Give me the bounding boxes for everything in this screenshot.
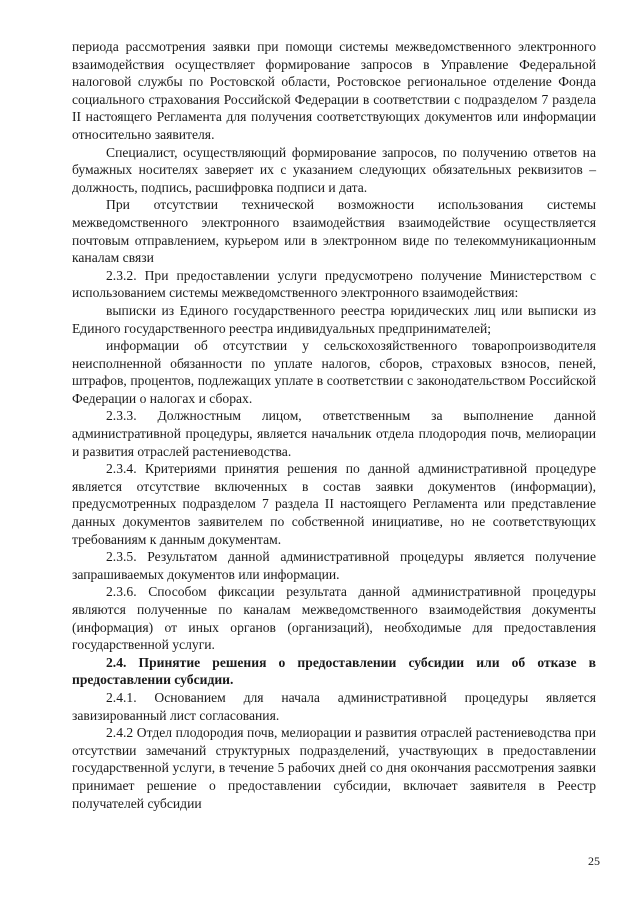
paragraph-2-3-5: 2.3.5. Результатом данной административной процедуры является получение запрашиваемых документов или информации. xyxy=(72,549,596,582)
paragraph-2-3-4: 2.3.4. Критериями принятия решения по данной административной процедуре является отсутствие включенных в состав заявки документов (информации), предусмотренных подразделом 7 раздела II настоящего Регламента или представление данных документов заявителем по собственной инициативе, но не соответствующих требованиям к данным документам. xyxy=(72,461,596,547)
paragraph-2-3-2: 2.3.2. При предоставлении услуги предусмотрено получение Министерством с использованием системы межведомственного электронного взаимодействия: xyxy=(72,267,596,301)
paragraph-2-3-3: 2.3.3. Должностным лицом, ответственным за выполнение данной административной процедуры, является начальник отдела плодородия почв, мелиорации и развития отраслей растениеводства. xyxy=(72,408,596,459)
section-heading-2-4: 2.4. Принятие решения о предоставлении субсидии или об отказе в предоставлении субсидии. xyxy=(72,654,596,688)
paragraph-2-4-1: 2.4.1. Основанием для начала административной процедуры является завизированный лист согласования. xyxy=(72,689,596,723)
paragraph-information: информации об отсутствии у сельскохозяйственного товаропроизводителя неисполненной обязанности по уплате налогов, сборов, страховых взносов, пеней, штрафов, процентов, подлежащих уплате в соответствии с законодательством Российской Федерации о налогах и сборах. xyxy=(72,338,596,406)
paragraph-extract: выписки из Единого государственного реестра юридических лиц или выписки из Единого государственного реестра индивидуальных предпринимателей; xyxy=(72,302,596,336)
document-page xyxy=(72,38,596,812)
paragraph-continuation: периода рассмотрения заявки при помощи системы межведомственного электронного взаимодействия осуществляет формирование запросов в Управление Федеральной налоговой службы по Ростовской области, Ростовское региональное отделение Фонда социального страхования Российской Федерации в соответствии с подразделом 7 раздела II настоящего Регламента для получения соответствующих документов или информации относительно заявителя. xyxy=(72,39,596,142)
page-number: 25 xyxy=(588,854,600,868)
paragraph-2-4-2: 2.4.2 Отдел плодородия почв, мелиорации и развития отраслей растениеводства при отсутствии замечаний структурных подразделений, участвующих в предоставлении государственной услуги, в течение 5 рабочих дней со дня окончания рассмотрения заявки принимает решение о предоставлении субсидии, включает заявителя в Реестр получателей субсидии xyxy=(72,725,596,811)
paragraph-specialist: Специалист, осуществляющий формирование запросов, по получению ответов на бумажных носителях заверяет их с указанием следующих обязательных реквизитов – должность, подпись, расшифровка подписи и дата. xyxy=(72,144,596,195)
paragraph-2-3-6: 2.3.6. Способом фиксации результата данной административной процедуры являются полученные по каналам межведомственного взаимодействия документы (информация) от иных органов (организаций), необходимые для предоставления государственной услуги. xyxy=(72,584,596,653)
paragraph-no-tech: При отсутствии технической возможности использования системы межведомственного электронного взаимодействия взаимодействие осуществляется почтовым отправлением, курьером или в электронном виде по телекоммуникационным каналам связи xyxy=(72,197,596,266)
